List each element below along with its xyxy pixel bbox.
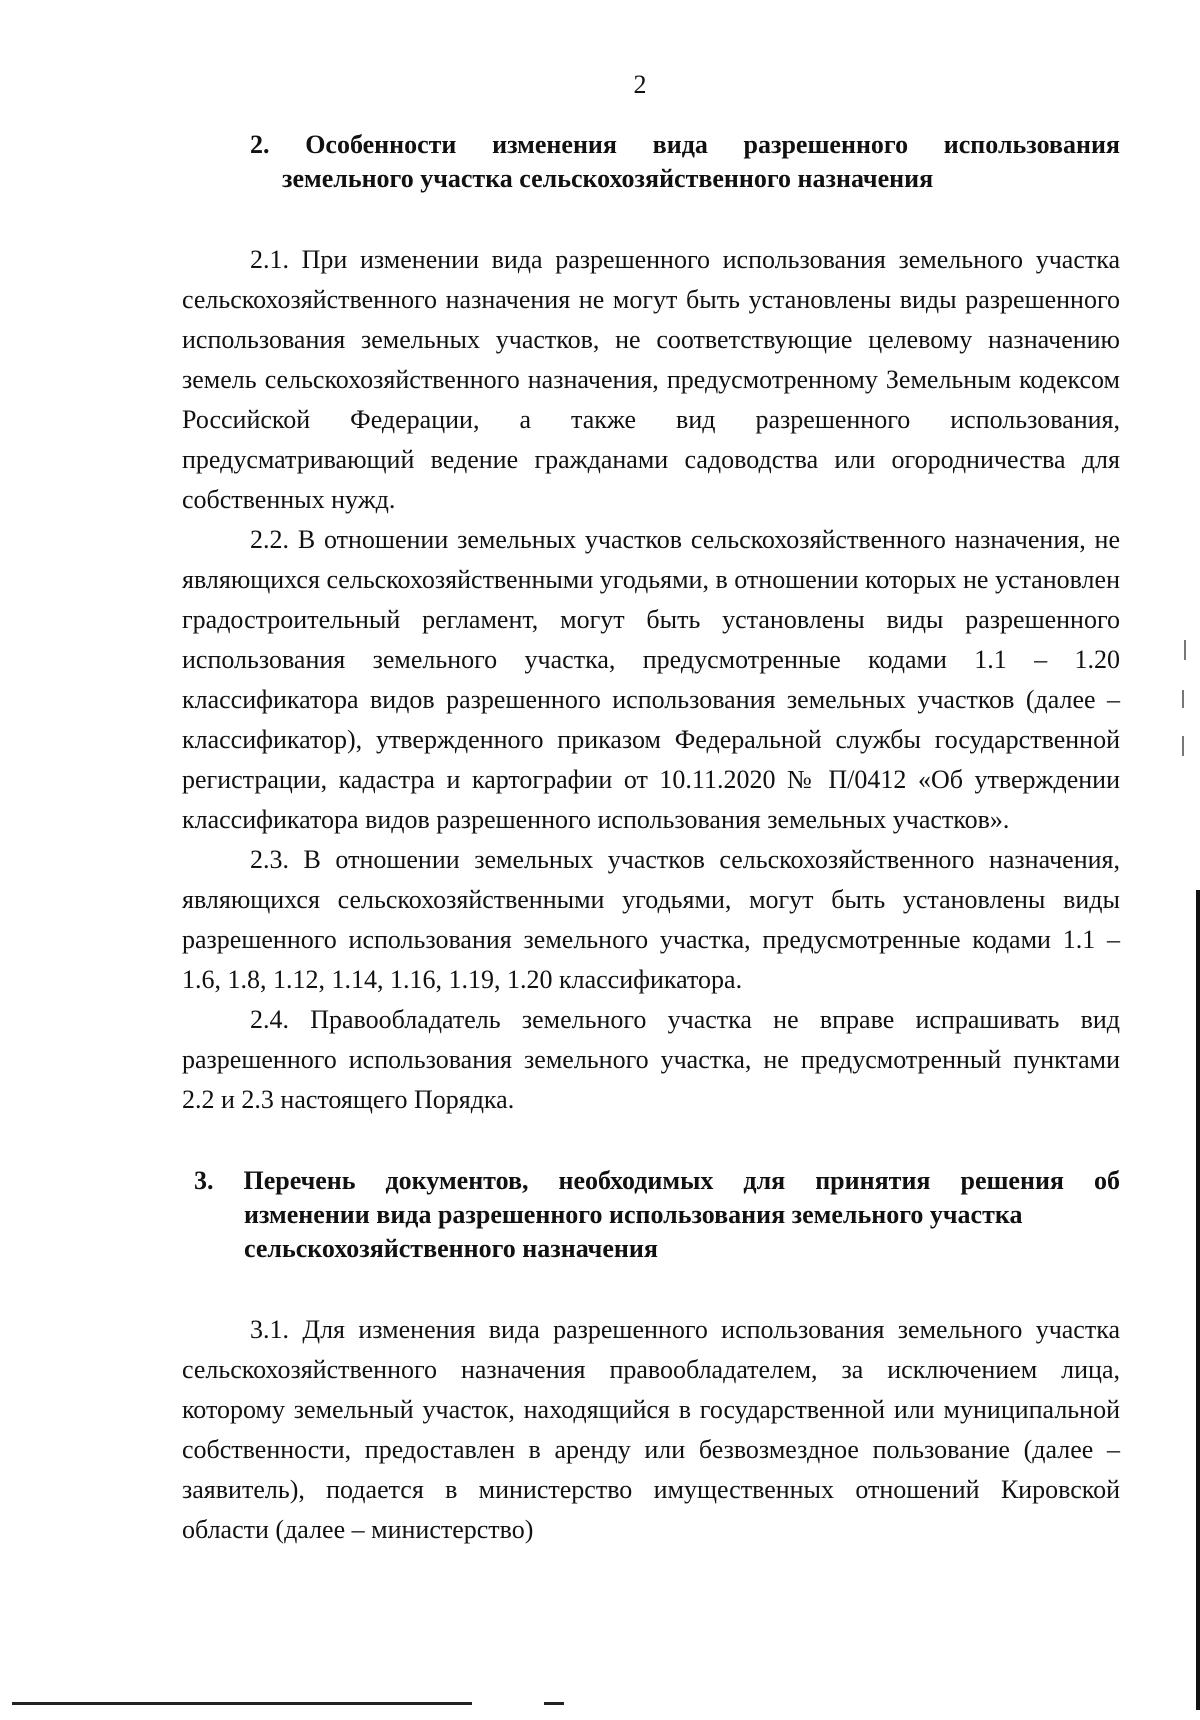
section-3-heading-line-2: изменении вида разрешенного использования земельного участка — [244, 1200, 1023, 1229]
paragraph-2-4: 2.4. Правообладатель земельного участка не вправе испрашивать вид разрешенного использования земельного участка, не предусмотренный пунктами 2.2 и 2.3 настоящего Порядка. — [182, 1005, 1120, 1114]
section-2-heading-line-2: земельного участка сельскохозяйственного назначения — [282, 164, 934, 193]
page-number: 2 — [633, 70, 647, 99]
section-3-body — [182, 1310, 1120, 1550]
scan-edge-line — [1196, 890, 1200, 1710]
footer-rule — [12, 1702, 472, 1705]
section-2-heading — [182, 128, 1120, 196]
paragraph-2-1: 2.1. При изменении вида разрешенного использования земельного участка сельскохозяйственного назначения не могут быть установлены виды разрешенного использования земельных участков, не соответствующие целевому назначению земель сельскохозяйственного назначения, предусмотренному Земельным кодексом Российской Федерации, а также вид разрешенного использования, предусматривающий ведение гражданами садоводства или огородничества для собственных нужд. — [182, 245, 1120, 514]
scan-mark — [1182, 690, 1184, 708]
section-2-heading-line-1: 2. Особенности изменения вида разрешенного использования — [250, 130, 1120, 159]
paragraph-3-1: 3.1. Для изменения вида разрешенного использования земельного участка сельскохозяйственного назначения правообладателем, за исключением лица, которому земельный участок, находящийся в государственной или муниципальной собственности, предоставлен в аренду или безвозмездное пользование (далее – заявитель), подается в министерство имущественных отношений Кировской области (далее – министерство) — [182, 1315, 1120, 1544]
footer-rule-fragment — [544, 1702, 564, 1705]
scan-mark — [1182, 736, 1184, 756]
section-3-heading-line-1: 3. Перечень документов, необходимых для принятия решения об — [194, 1166, 1120, 1195]
scan-mark — [1184, 640, 1186, 660]
section-2-body — [182, 240, 1120, 1120]
document-body — [182, 128, 1120, 1550]
paragraph-2-2: 2.2. В отношении земельных участков сельскохозяйственного назначения, не являющихся сельскохозяйственными угодьями, в отношении которых не установлен градостроительный регламент, могут быть установлены виды разрешенного использования земельного участка, предусмотренные кодами 1.1 – 1.20 классификатора видов разрешенного использования земельных участков (далее – классификатор), утвержденного приказом Федеральной службы государственной регистрации, кадастра и картографии от 10.11.2020 № П/0412 «Об утверждении классификатора видов разрешенного использования земельных участков». — [182, 525, 1120, 834]
paragraph-2-3: 2.3. В отношении земельных участков сельскохозяйственного назначения, являющихся сельскохозяйственными угодьями, могут быть установлены виды разрешенного использования земельного участка, предусмотренные кодами 1.1 – 1.6, 1.8, 1.12, 1.14, 1.16, 1.19, 1.20 классификатора. — [182, 845, 1120, 994]
section-3-heading-line-3: сельскохозяйственного назначения — [244, 1234, 658, 1263]
section-3-heading — [182, 1164, 1120, 1266]
